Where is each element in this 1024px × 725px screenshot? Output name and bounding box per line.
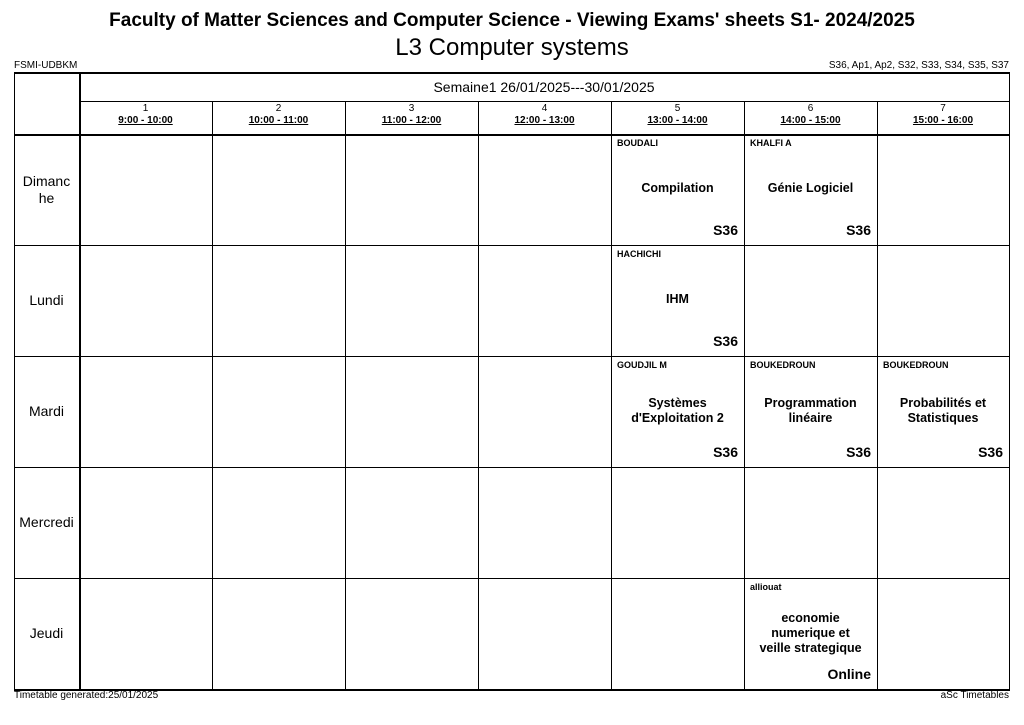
exam-room: S36 — [978, 444, 1003, 460]
exam-room: S36 — [713, 222, 738, 238]
week-row-divider — [79, 101, 1009, 102]
period-time: 13:00 - 14:00 — [647, 115, 708, 126]
exam-subject: Systèmes d'Exploitation 2 — [631, 396, 724, 425]
class-name: L3 Computer systems — [395, 34, 629, 61]
period-number: 2 — [275, 103, 282, 114]
exam-subject: Programmation linéaire — [764, 396, 857, 425]
exam-card[interactable] — [877, 356, 1009, 467]
table-border-bottom — [14, 689, 1010, 691]
exam-teacher: alliouat — [750, 582, 782, 592]
exam-teacher: GOUDJIL M — [617, 360, 667, 370]
period-column-line — [212, 101, 213, 689]
period-number: 1 — [142, 103, 149, 114]
period-header — [478, 103, 611, 127]
day-label: Mardi — [28, 403, 64, 419]
exam-card[interactable] — [611, 356, 744, 467]
period-number: 3 — [408, 103, 415, 114]
period-time: 11:00 - 12:00 — [381, 115, 442, 126]
exam-card[interactable] — [744, 134, 877, 245]
exam-teacher: KHALFI A — [750, 138, 792, 148]
week-label: Semaine1 26/01/2025---30/01/2025 — [433, 79, 655, 95]
day-label: Mercredi — [19, 514, 74, 530]
period-column-line — [478, 101, 479, 689]
period-time: 12:00 - 13:00 — [514, 115, 575, 126]
period-time: 10:00 - 11:00 — [248, 115, 309, 126]
exam-subject: economie numerique et veille strategique — [759, 611, 862, 655]
period-header — [79, 103, 212, 127]
table-border-right — [1009, 72, 1010, 691]
period-column-line — [345, 101, 346, 689]
exam-room: S36 — [846, 222, 871, 238]
period-number: 4 — [541, 103, 548, 114]
period-time: 14:00 - 15:00 — [780, 115, 841, 126]
day-label: Lundi — [29, 292, 64, 308]
exam-subject: IHM — [666, 292, 689, 306]
period-number: 6 — [807, 103, 814, 114]
exam-card[interactable] — [611, 245, 744, 356]
exam-room: S36 — [846, 444, 871, 460]
generated-date: Timetable generated:25/01/2025 — [14, 690, 159, 701]
exam-room: S36 — [713, 333, 738, 349]
period-time: 15:00 - 16:00 — [912, 115, 974, 126]
rooms-list: S36, Ap1, Ap2, S32, S33, S34, S35, S37 — [828, 60, 1009, 71]
school-code: FSMI-UDBKM — [14, 60, 78, 71]
period-header — [744, 103, 877, 127]
exam-teacher: HACHICHI — [617, 249, 661, 259]
exam-teacher: BOUKEDROUN — [883, 360, 949, 370]
day-label: Jeudi — [29, 625, 64, 641]
period-header — [212, 103, 345, 127]
period-time: 9:00 - 10:00 — [118, 115, 173, 126]
exam-room: S36 — [713, 444, 738, 460]
period-header — [611, 103, 744, 127]
period-header — [345, 103, 478, 127]
exam-room: Online — [827, 666, 871, 682]
day-row-line — [14, 245, 1009, 246]
day-column-divider — [79, 72, 81, 691]
day-row-line — [14, 467, 1009, 468]
exam-card[interactable] — [744, 578, 877, 689]
period-header — [877, 103, 1009, 127]
exam-teacher: BOUKEDROUN — [750, 360, 816, 370]
software-brand: aSc Timetables — [940, 690, 1009, 701]
document-title: Faculty of Matter Sciences and Computer Science - Viewing Exams' sheets S1- 2024/2025 — [109, 10, 915, 31]
exam-subject: Probabilités et Statistiques — [899, 396, 987, 425]
day-label: Dimanc he — [22, 172, 71, 206]
exam-card[interactable] — [611, 134, 744, 245]
exam-subject: Compilation — [641, 181, 714, 195]
period-number: 7 — [940, 103, 946, 114]
exam-teacher: BOUDALI — [617, 138, 658, 148]
period-number: 5 — [674, 103, 681, 114]
exam-card[interactable] — [744, 356, 877, 467]
exam-subject: Génie Logiciel — [767, 181, 854, 195]
